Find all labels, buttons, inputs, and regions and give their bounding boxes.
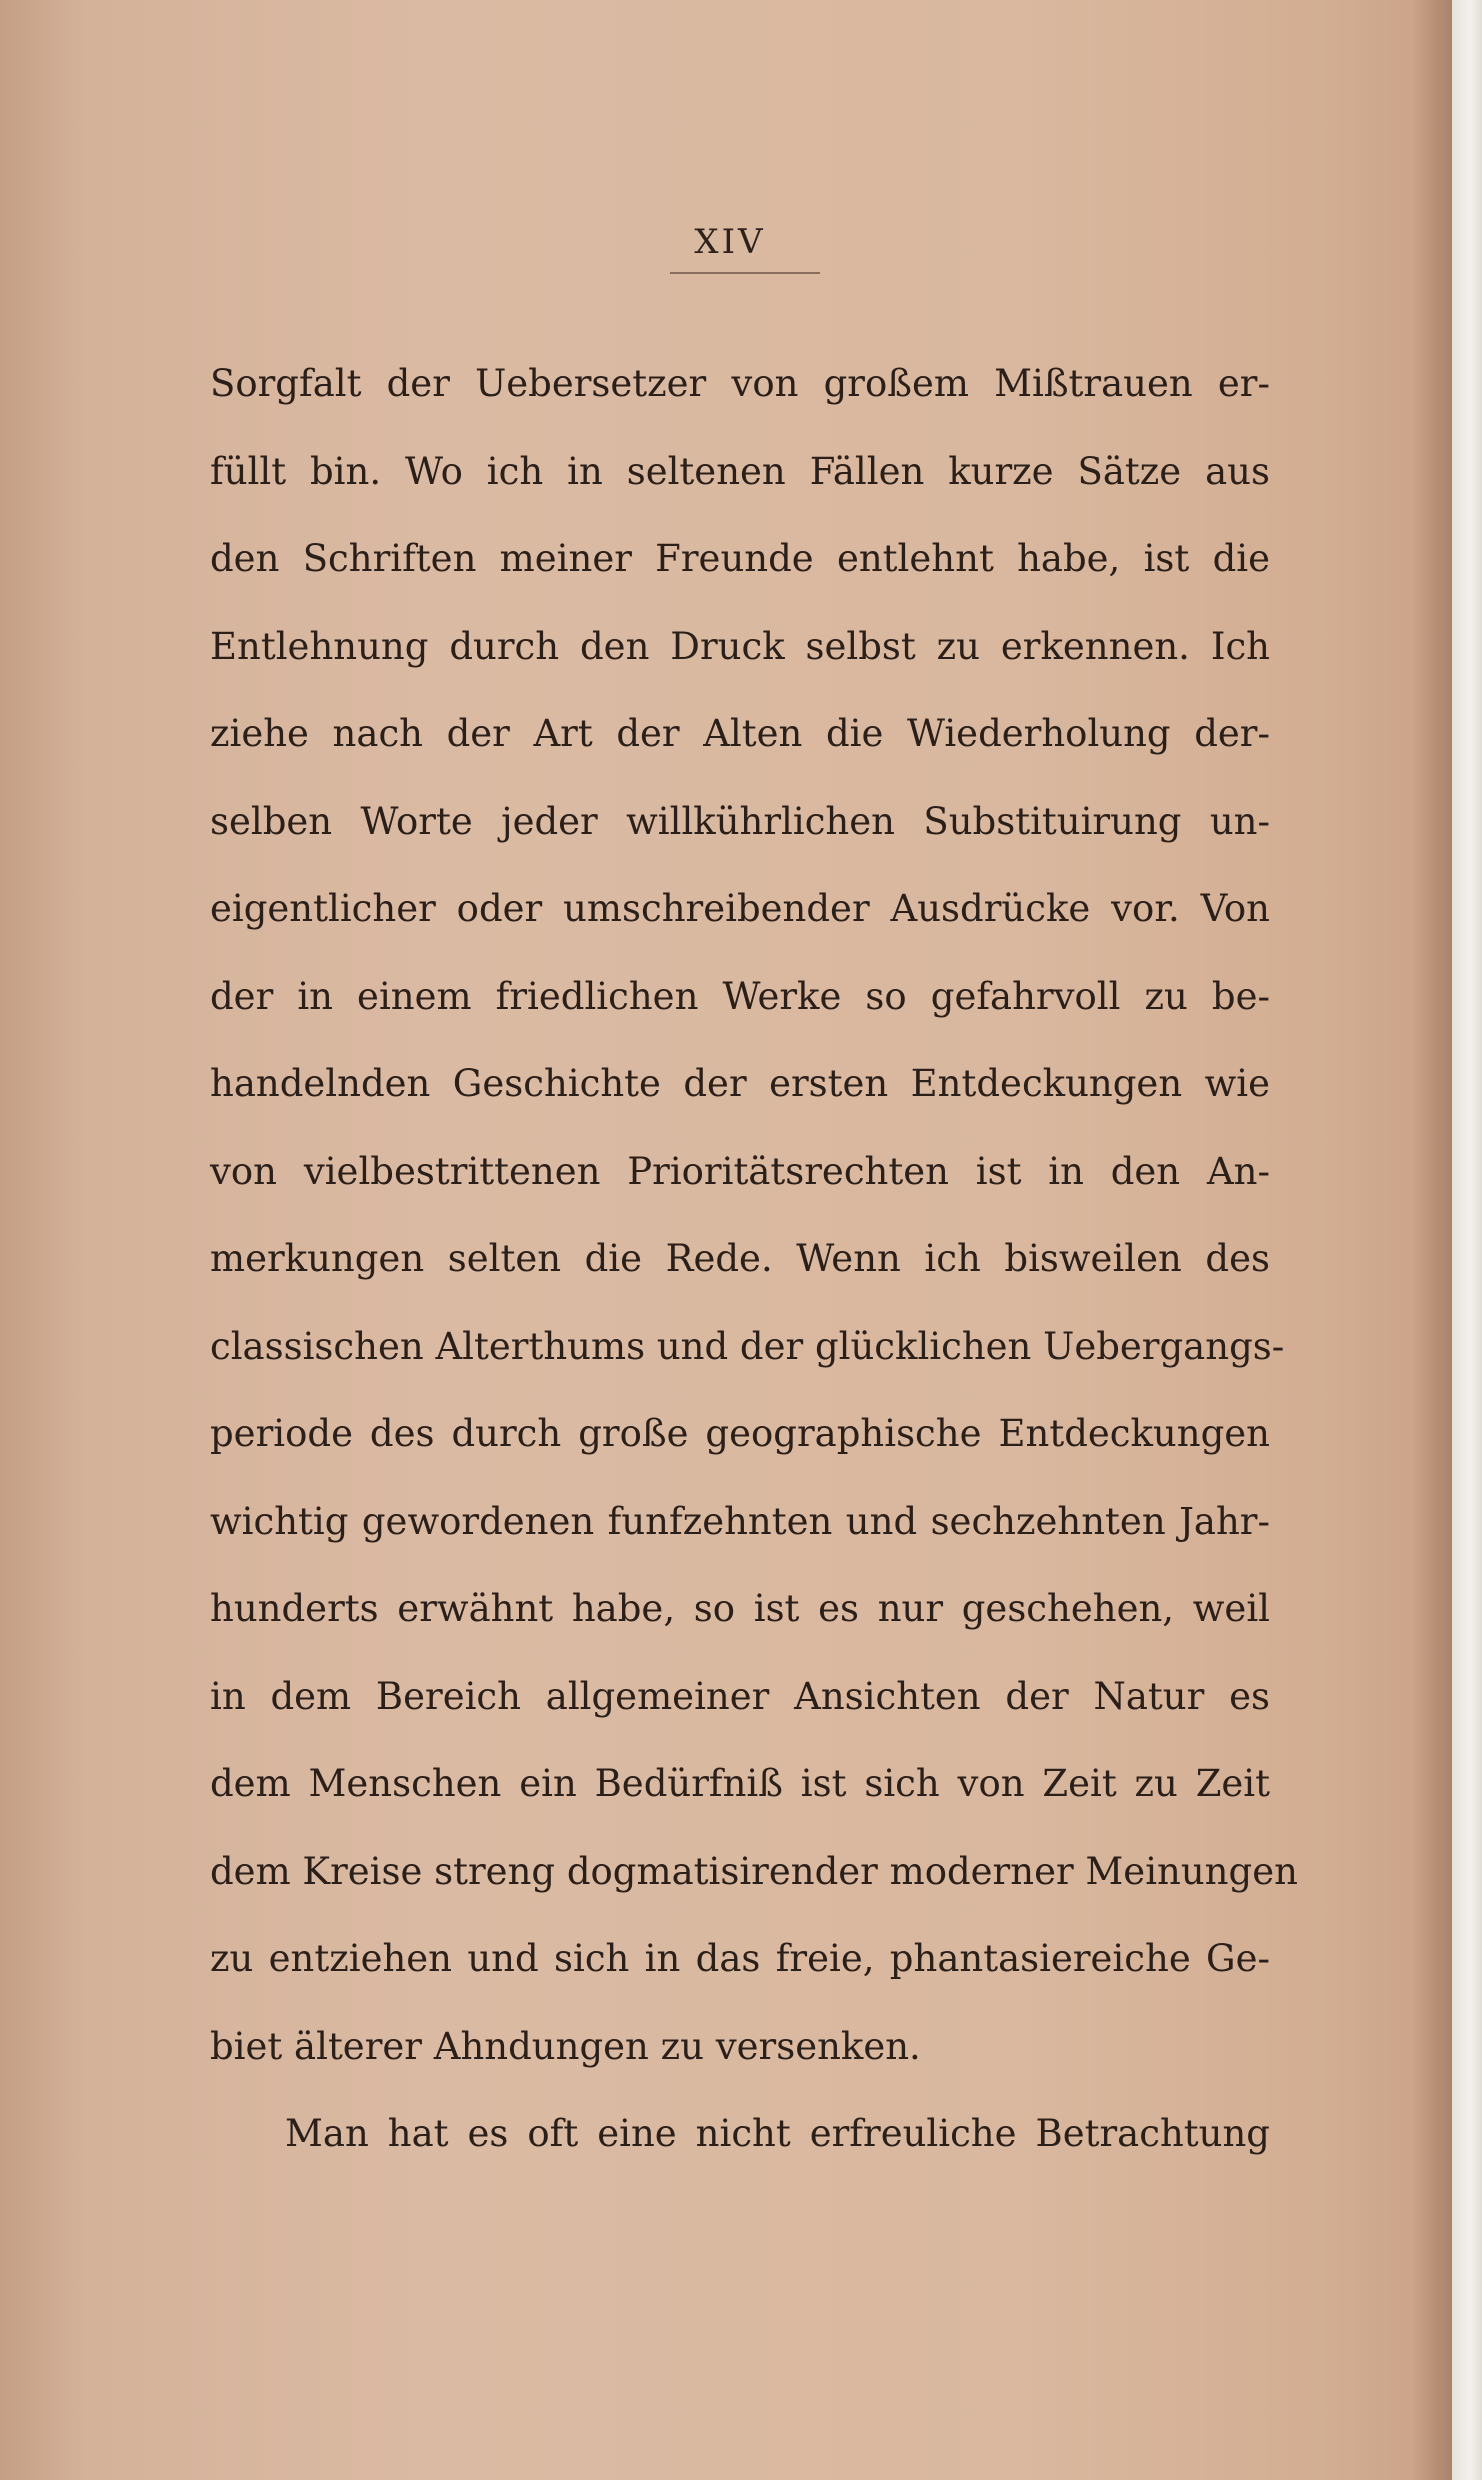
text-line: Entlehnung durch den Druck selbst zu erkennen. Ich bbox=[210, 624, 1270, 668]
text-line: Man hat es oft eine nicht erfreuliche Betrachtung bbox=[285, 2112, 1270, 2155]
text-line: hunderts erwähnt habe, so ist es nur geschehen, weil bbox=[210, 1587, 1270, 1630]
text-line: Sorgfalt der Uebersetzer von großem Mißtrauen er- bbox=[210, 362, 1270, 405]
text-line: in dem Bereich allgemeiner Ansichten der Natur es bbox=[210, 1674, 1270, 1718]
paragraph-end-line: biet älterer Ahndungen zu versenken. bbox=[210, 2024, 921, 2068]
body-text bbox=[210, 340, 1298, 2178]
text-line: eigentlicher oder umschreibender Ausdrücke vor. Von bbox=[210, 887, 1270, 930]
page-shadow bbox=[1412, 0, 1452, 2480]
text-line: dem Menschen ein Bedürfniß ist sich von Zeit zu Zeit bbox=[210, 1762, 1270, 1805]
text-line: handelnden Geschichte der ersten Entdeckungen wie bbox=[210, 1062, 1270, 1105]
text-line: classischen Alterthums und der glücklichen Uebergangs- bbox=[210, 1324, 1285, 1368]
page-edge bbox=[1452, 0, 1482, 2480]
text-line: der in einem friedlichen Werke so gefahrvoll zu be- bbox=[210, 974, 1270, 1018]
text-line: ziehe nach der Art der Alten die Wiederholung der- bbox=[210, 712, 1270, 755]
text-line: merkungen selten die Rede. Wenn ich bisweilen des bbox=[210, 1237, 1270, 1280]
text-line: periode des durch große geographische Entdeckungen bbox=[210, 1412, 1270, 1455]
text-line: wichtig gewordenen funfzehnten und sechzehnten Jahr- bbox=[210, 1499, 1270, 1543]
header-rule bbox=[670, 272, 820, 274]
page-number: XIV bbox=[694, 222, 766, 262]
text-line: von vielbestrittenen Prioritätsrechten ist in den An- bbox=[210, 1149, 1270, 1193]
text-line: zu entziehen und sich in das freie, phantasiereiche Ge- bbox=[210, 1937, 1270, 1980]
text-line: füllt bin. Wo ich in seltenen Fällen kurze Sätze aus bbox=[210, 449, 1270, 493]
text-line: selben Worte jeder willkührlichen Substituirung un- bbox=[210, 799, 1270, 843]
text-line: dem Kreise streng dogmatisirender moderner Meinungen bbox=[210, 1849, 1298, 1893]
text-line: den Schriften meiner Freunde entlehnt habe, ist die bbox=[210, 537, 1270, 580]
